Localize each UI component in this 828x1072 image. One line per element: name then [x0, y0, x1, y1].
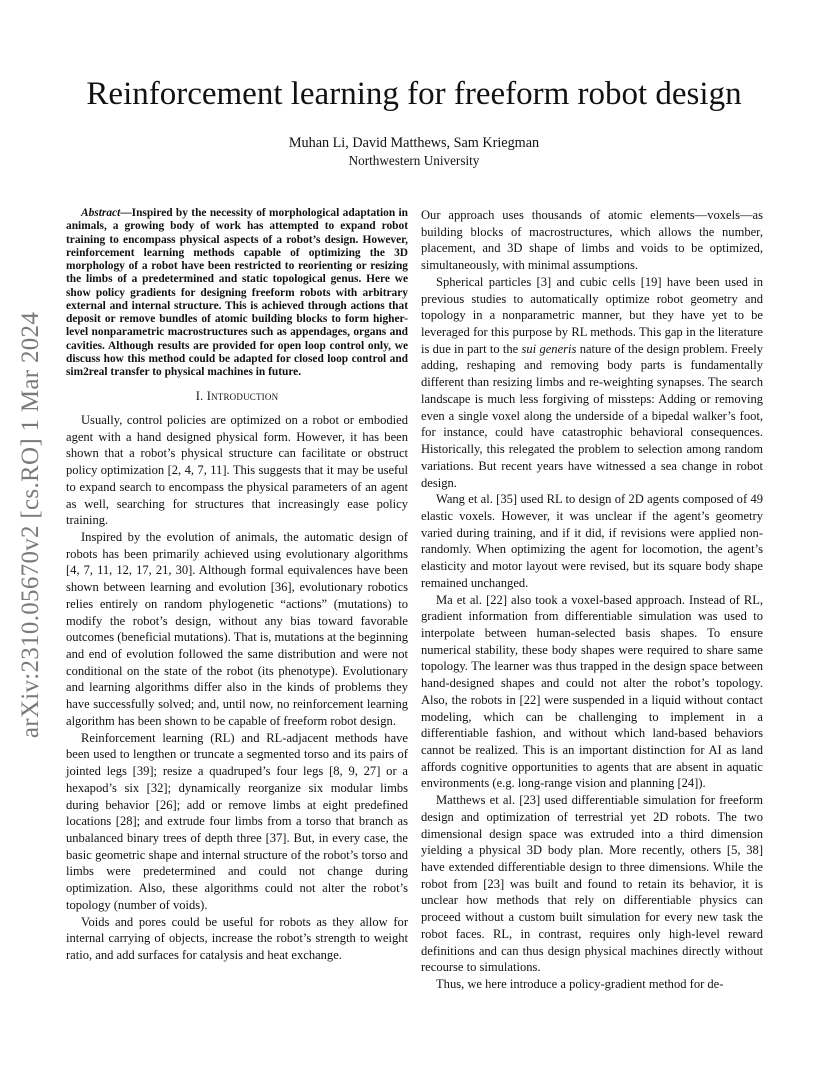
abstract-label: Abstract — [81, 207, 121, 219]
arxiv-identifier — [6, 290, 56, 760]
section-heading-introduction: I. Introduction — [195, 389, 279, 404]
abstract-text: —Inspired by the necessity of morphological adaptation in animals, a growing body of work has attempted to expand robot training to encompass physical aspects of a robot’s design. However, reinforcement learning methods capable of optimizing the 3D morphology of a robot have been restricted to reorienting or resizing the limbs of a predetermined and static topological genus. Here we show policy gradients for designing freeform robots with arbitrary external and internal structure. This is achieved through actions that deposit or remove bundles of atomic building blocks to form higher-level nonparametric macrostructures such as appendages, organs and cavities. Although results are provided for open loop control only, we discuss how this method could be adapted for closed loop control and sim2real transfer to physical machines in future. — [66, 207, 408, 378]
italic-phrase: sui generis — [521, 341, 577, 356]
body-paragraph-approach: Our approach uses thousands of atomic elements—voxels—as building blocks of macrostructures, which allows the number, placement, and 3D shape of limbs and voids to be optimized, simultaneously, with minimal assumptions. — [421, 208, 763, 273]
intro-paragraph-3: Reinforcement learning (RL) and RL-adjacent methods have been used to lengthen or truncate a segmented torso and its pairs of jointed legs [39]; resize a quadruped’s four legs [8, 9, 27] or a hexapod’s six [32]; dynamically reorganize six modular limbs during behavior [26]; add or remove limbs at eight predefined locations [28]; and extrude four limbs from a torso that branch as unbalanced binary trees of depth three [37]. But, in every case, the basic geometric shape and internal structure of the robot’s torso and limbs were predetermined and could not change during optimization. Also, these algorithms could not alter the robot’s topology (number of voids). — [66, 730, 408, 912]
intro-paragraph-2: Inspired by the evolution of animals, the automatic design of robots has been primarily achieved using evolutionary algorithms [4, 7, 11, 12, 17, 21, 30]. Although formal equivalences have been shown between learning and evolution [36], evolutionary robotics relies entirely on random phylogenetic “actions” (mutations) to modify the robot’s design, without any bias toward favorable outcomes (beneficial mutations). That is, mutations at the beginning and end of evolution followed the same distribution and were not conditional on the state of the robot (its phenotype). Evolutionary and learning algorithms differ also in the kinds of problems they have successfully solved; and, until now, no reinforcement learning algorithm has been shown to be capable of freeform robot design. — [66, 530, 408, 728]
affiliation: Northwestern University — [348, 153, 480, 168]
abstract — [66, 207, 408, 379]
arxiv-identifier-text: arXiv:2310.05670v2 [cs.RO] 1 Mar 2024 — [17, 311, 45, 739]
intro-paragraph-1: Usually, control policies are optimized on a robot or embodied agent with a hand designed physical form. However, it has been shown that a robot’s physical structure can facilitate or obstruct policy optimization [2, 4, 7, 11]. This suggests that it may be useful to expand search to encompass the physical parameters of an agent as well, searching for structures that increasingly ease policy training. — [66, 412, 408, 528]
author-list: Muhan Li, David Matthews, Sam Kriegman — [288, 135, 540, 151]
intro-paragraph-4: Voids and pores could be useful for robots as they allow for internal carrying of objects, increase the robot’s strength to weight ratio, and add surfaces for catalysis and heat exchange. — [66, 914, 408, 962]
paragraph-text: Spherical particles [3] and cubic cells [19] have been used in previous studies to automatically optimize robot geometry and topology in a nonparametric manner, but they have yet to be leveraged for this purpose by RL methods. This gap in the literature is due in part to the — [421, 274, 763, 356]
right-column — [421, 207, 763, 993]
body-paragraph-method-intro: Thus, we here introduce a policy-gradient method for de- — [436, 977, 724, 992]
body-paragraph-related-particles — [421, 274, 763, 491]
body-paragraph-wang: Wang et al. [35] used RL to design of 2D agents composed of 49 elastic voxels. However, it was unclear if the agent’s geometry varied during training, and if it did, if revisions were applied non-randomly. When optimizing the agent for locomotion, the agent’s elasticity and motor layout were revised, but its square body shape remained unchanged. — [421, 492, 763, 590]
paper-title: Reinforcement learning for freeform robot design — [86, 76, 742, 112]
left-column — [66, 207, 408, 964]
paragraph-text: nature of the design problem. Freely adding, reshaping and removing body parts is fundamentally different than resizing limbs and re-weighting synapses. The search landscape is much less forgiving of missteps: Adding or removing even a single voxel along the underside of a bipedal walker’s foot, for instance, could have catastrophic behavioral consequences. Historically, this relegated the problem to selection among random variations. But recent years have witnessed a sea change in robot design. — [421, 341, 763, 490]
body-paragraph-ma: Ma et al. [22] also took a voxel-based approach. Instead of RL, gradient information from differentiable simulation was used to interpolate between human-selected basis shapes. To ensure numerical stability, these body shapes were required to share same topology. The learner was thus trapped in the design space between hand-designed shapes and could not alter the robot’s topology. Also, the robots in [22] were suspended in a liquid without contact modeling, which can be challenging to implement in a differentiable fashion, and without which land-based behaviors cannot be realized. This is an important distinction for AI as land affords cognitive opportunities to agents that are absent in aquatic environments (e.g. long-range vision and planning [24]). — [421, 592, 763, 791]
body-paragraph-matthews: Matthews et al. [23] used differentiable simulation for freeform design and optimization of terrestrial yet 2D robots. The two dimensional design space was extruded into a third dimension yielding a physical 3D body plan. More recently, others [5, 38] have extended differentiable design to three dimensions. While the robot from [23] was built and found to retain its behavior, it is unclear how methods that rely on differentiable physics can proceed without a custom built simulation for every new task the robot faces. RL, in contrast, requires only high-level reward definitions and can thus design physical machines directly without recourse to simulations. — [421, 793, 763, 975]
